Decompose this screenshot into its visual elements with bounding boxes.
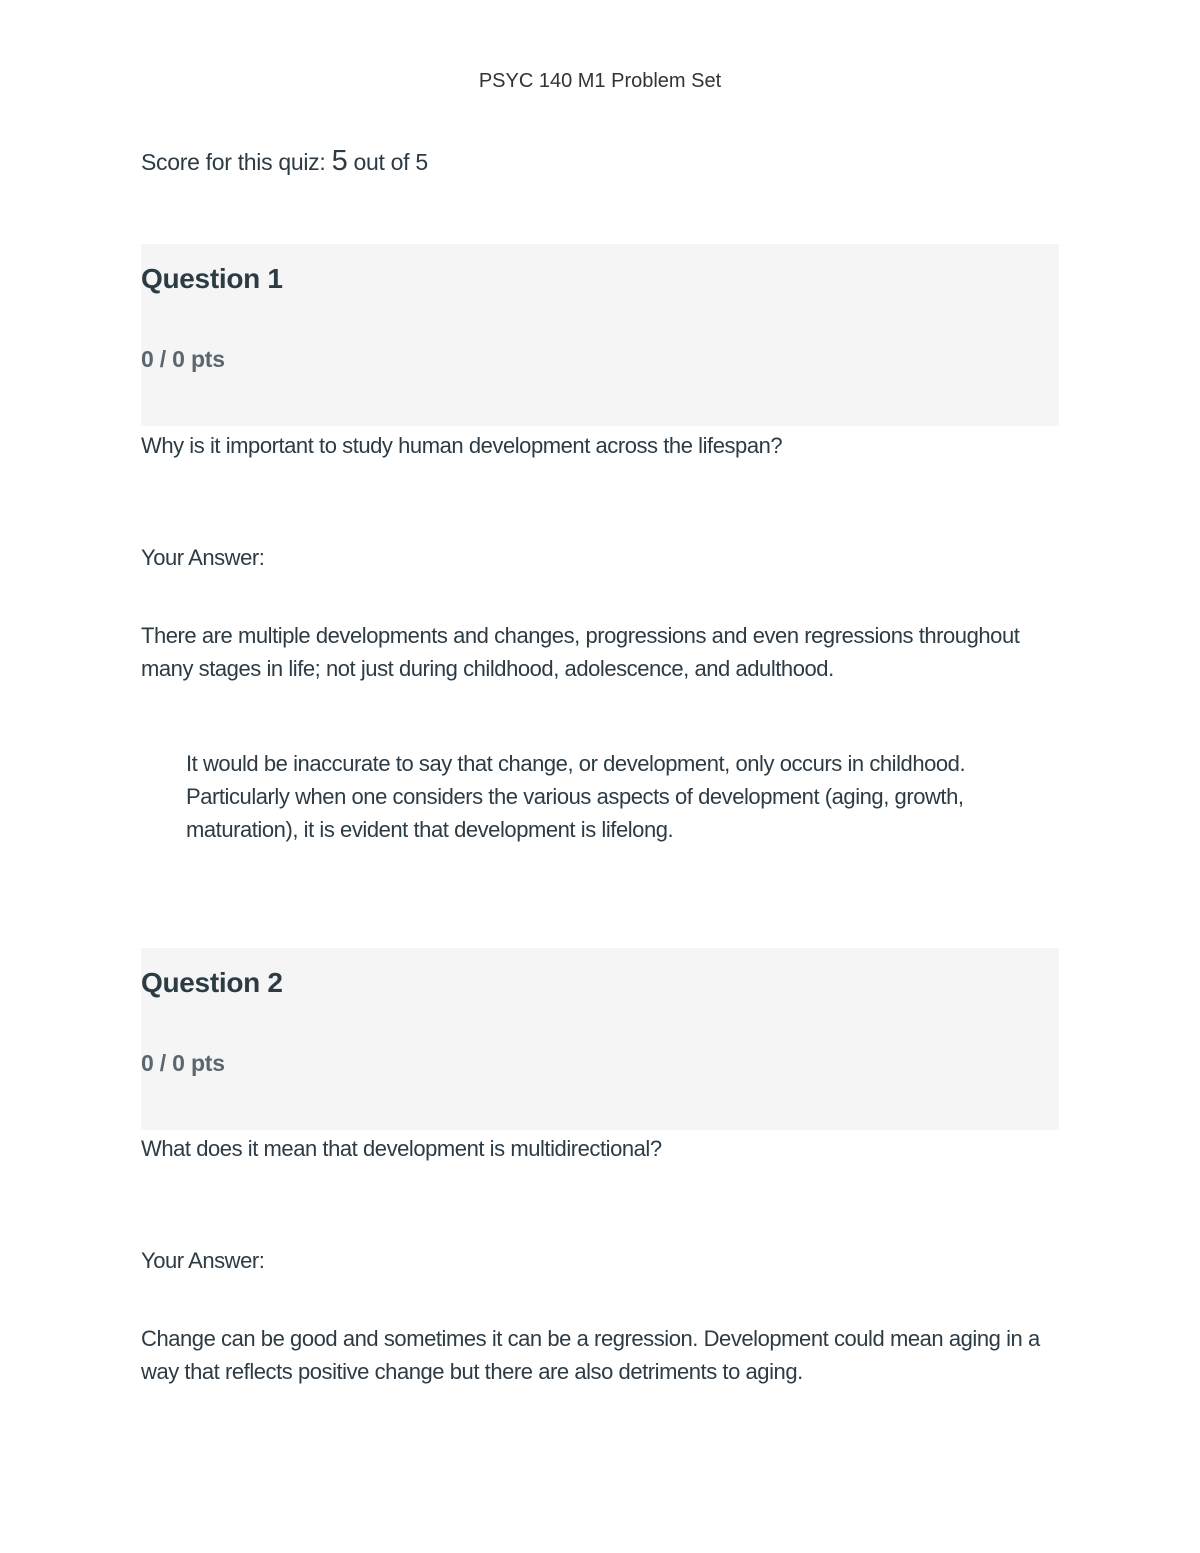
question-1-points: 0 / 0 pts [141, 346, 225, 372]
question-1-comment: It would be inaccurate to say that change, or development, only occurs in childhood. Particularly when one considers the various aspects of development (aging, growth, maturation), it is evident that development is lifelong. [186, 751, 966, 842]
question-2-prompt: What does it mean that development is multidirectional? [141, 1136, 662, 1161]
score-label: Score for this quiz: [141, 149, 332, 175]
question-1-header [141, 244, 1059, 426]
score-value: 5 [331, 145, 348, 177]
question-2-header [141, 948, 1059, 1130]
question-1-answer: There are multiple developments and changes, progressions and even regressions throughout many stages in life; not just during childhood, adolescence, and adulthood. [141, 623, 1020, 681]
score-suffix: out of 5 [347, 149, 428, 175]
question-2-title: Question 2 [141, 967, 283, 998]
question-1-title: Question 1 [141, 263, 283, 294]
question-2-answer-label: Your Answer: [141, 1248, 265, 1273]
question-1-prompt: Why is it important to study human development across the lifespan? [141, 433, 783, 458]
document-title: PSYC 140 M1 Problem Set [478, 70, 722, 92]
question-2-points: 0 / 0 pts [141, 1050, 225, 1076]
question-1-answer-label: Your Answer: [141, 545, 265, 570]
question-2-answer: Change can be good and sometimes it can be a regression. Development could mean aging in a way that reflects positive change but there are also detriments to aging. [141, 1326, 1040, 1384]
quiz-score [141, 145, 428, 178]
